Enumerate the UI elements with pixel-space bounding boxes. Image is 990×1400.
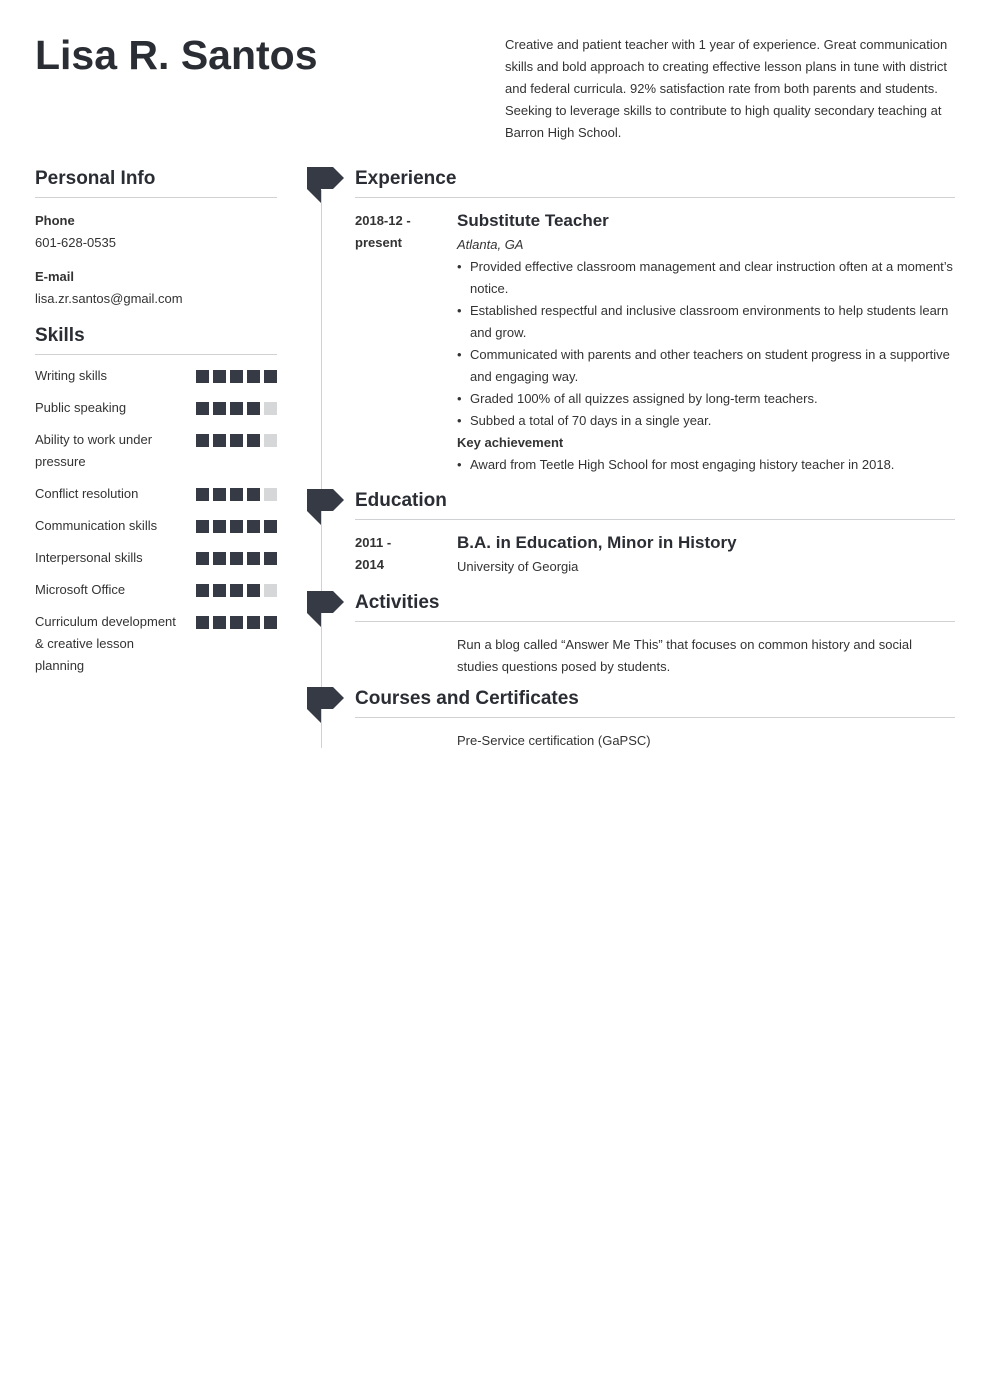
skill-level-square xyxy=(196,616,209,629)
skill-row xyxy=(35,397,277,419)
skill-level-square xyxy=(230,434,243,447)
phone-label: Phone xyxy=(35,213,75,228)
activities-marker-icon xyxy=(307,591,344,628)
skill-level-indicator xyxy=(196,483,277,501)
key-achievement-bullet: • Award from Teetle High School for most engaging history teacher in 2018. xyxy=(457,454,955,476)
summary: Creative and patient teacher with 1 year of experience. Great communication skills and bold approach to creating effective lesson plans in tune with district and federal curricula. 92% satisfaction rate from both parents and students. Seeking to leverage skills to contribute to high quality secondary teaching at Barron High School. xyxy=(505,37,948,140)
experience-date-end: present xyxy=(355,235,402,250)
education-heading: Education xyxy=(355,488,955,520)
courses-heading: Courses and Certificates xyxy=(355,686,955,718)
skill-name: Public speaking xyxy=(35,400,127,415)
skill-row xyxy=(35,429,277,473)
left-column xyxy=(35,166,277,687)
skill-level-square xyxy=(196,402,209,415)
education-dates xyxy=(355,532,457,578)
experience-marker-icon xyxy=(307,167,344,204)
courses-text: Pre-Service certification (GaPSC) xyxy=(457,733,651,748)
experience-bullet: • Graded 100% of all quizzes assigned by long-term teachers. xyxy=(457,388,955,410)
skill-level-square xyxy=(213,434,226,447)
skill-level-square xyxy=(230,616,243,629)
skill-level-square xyxy=(196,370,209,383)
email-value: lisa.zr.santos@gmail.com xyxy=(35,291,183,306)
personal-info-heading: Personal Info xyxy=(35,166,277,198)
skill-name: Writing skills xyxy=(35,368,107,383)
experience-bullet: • Established respectful and inclusive classroom environments to help students learn and grow. xyxy=(457,300,955,344)
skill-level-square xyxy=(264,488,277,501)
skill-level-indicator xyxy=(196,579,277,597)
skill-level-square xyxy=(247,520,260,533)
skill-level-square xyxy=(247,584,260,597)
skill-name: Microsoft Office xyxy=(35,582,126,597)
skill-level-square xyxy=(196,584,209,597)
candidate-name: Lisa R. Santos xyxy=(35,32,318,78)
skill-level-square xyxy=(213,488,226,501)
skill-level-square xyxy=(247,552,260,565)
skill-level-indicator xyxy=(196,429,277,447)
skill-level-square xyxy=(264,584,277,597)
activities-text: Run a blog called “Answer Me This” that focuses on common history and social studies questions posed by students. xyxy=(457,637,912,674)
skill-name: Ability to work under pressure xyxy=(35,432,153,469)
skill-level-square xyxy=(230,520,243,533)
job-location: Atlanta, GA xyxy=(457,237,524,252)
skill-level-indicator xyxy=(196,397,277,415)
key-achievement-label: Key achievement xyxy=(457,435,564,450)
skill-level-indicator xyxy=(196,547,277,565)
skill-row xyxy=(35,515,277,537)
skill-name: Curriculum development & creative lesson planning xyxy=(35,614,176,673)
education-date-end: 2014 xyxy=(355,557,384,572)
skill-level-square xyxy=(196,434,209,447)
experience-bullet: • Subbed a total of 70 days in a single year. xyxy=(457,410,955,432)
timeline-line xyxy=(321,190,322,748)
skill-level-square xyxy=(247,370,260,383)
experience-section xyxy=(355,166,955,476)
skill-name: Communication skills xyxy=(35,518,158,533)
skill-level-square xyxy=(230,584,243,597)
experience-bullet: • Provided effective classroom management and clear instruction often at a moment’s notice. xyxy=(457,256,955,300)
courses-section xyxy=(355,686,955,752)
skill-row xyxy=(35,579,277,601)
skills-list xyxy=(35,365,277,677)
skill-level-square xyxy=(264,434,277,447)
education-date-start: 2011 - xyxy=(355,535,392,550)
experience-heading: Experience xyxy=(355,166,955,198)
job-title: Substitute Teacher xyxy=(457,211,609,230)
skill-level-square xyxy=(264,520,277,533)
skill-level-square xyxy=(264,616,277,629)
skills-heading: Skills xyxy=(35,323,277,355)
skill-level-square xyxy=(264,552,277,565)
skill-level-square xyxy=(213,552,226,565)
skill-name: Conflict resolution xyxy=(35,486,139,501)
skill-row xyxy=(35,483,277,505)
skill-level-square xyxy=(196,552,209,565)
skill-level-square xyxy=(213,402,226,415)
skill-level-indicator xyxy=(196,515,277,533)
skill-level-square xyxy=(264,402,277,415)
activities-heading: Activities xyxy=(355,590,955,622)
education-marker-icon xyxy=(307,489,344,526)
courses-marker-icon xyxy=(307,687,344,724)
education-section xyxy=(355,488,955,578)
skill-level-square xyxy=(230,370,243,383)
skill-level-square xyxy=(213,520,226,533)
skill-level-square xyxy=(230,552,243,565)
skill-level-square xyxy=(196,488,209,501)
skill-level-square xyxy=(247,434,260,447)
skill-row xyxy=(35,611,277,677)
experience-entry xyxy=(355,210,955,476)
degree-title: B.A. in Education, Minor in History xyxy=(457,533,737,552)
skill-row xyxy=(35,365,277,387)
activities-section xyxy=(355,590,955,678)
experience-dates xyxy=(355,210,457,476)
skill-level-square xyxy=(247,616,260,629)
skill-level-square xyxy=(196,520,209,533)
experience-bullets xyxy=(457,256,955,432)
skill-level-square xyxy=(264,370,277,383)
skill-level-square xyxy=(230,402,243,415)
school-name: University of Georgia xyxy=(457,559,579,574)
skill-level-square xyxy=(230,488,243,501)
key-achievement-bullets xyxy=(457,454,955,476)
phone-value: 601-628-0535 xyxy=(35,235,116,250)
experience-date-start: 2018-12 - xyxy=(355,213,411,228)
education-entry xyxy=(355,532,955,578)
skill-row xyxy=(35,547,277,569)
skill-level-square xyxy=(247,488,260,501)
skill-level-square xyxy=(247,402,260,415)
experience-bullet: • Communicated with parents and other teachers on student progress in a supportive and engaging way. xyxy=(457,344,955,388)
skill-level-square xyxy=(213,584,226,597)
skill-level-indicator xyxy=(196,611,277,629)
skill-level-square xyxy=(213,370,226,383)
skill-level-indicator xyxy=(196,365,277,383)
skill-level-square xyxy=(213,616,226,629)
skill-name: Interpersonal skills xyxy=(35,550,143,565)
email-label: E-mail xyxy=(35,269,75,284)
